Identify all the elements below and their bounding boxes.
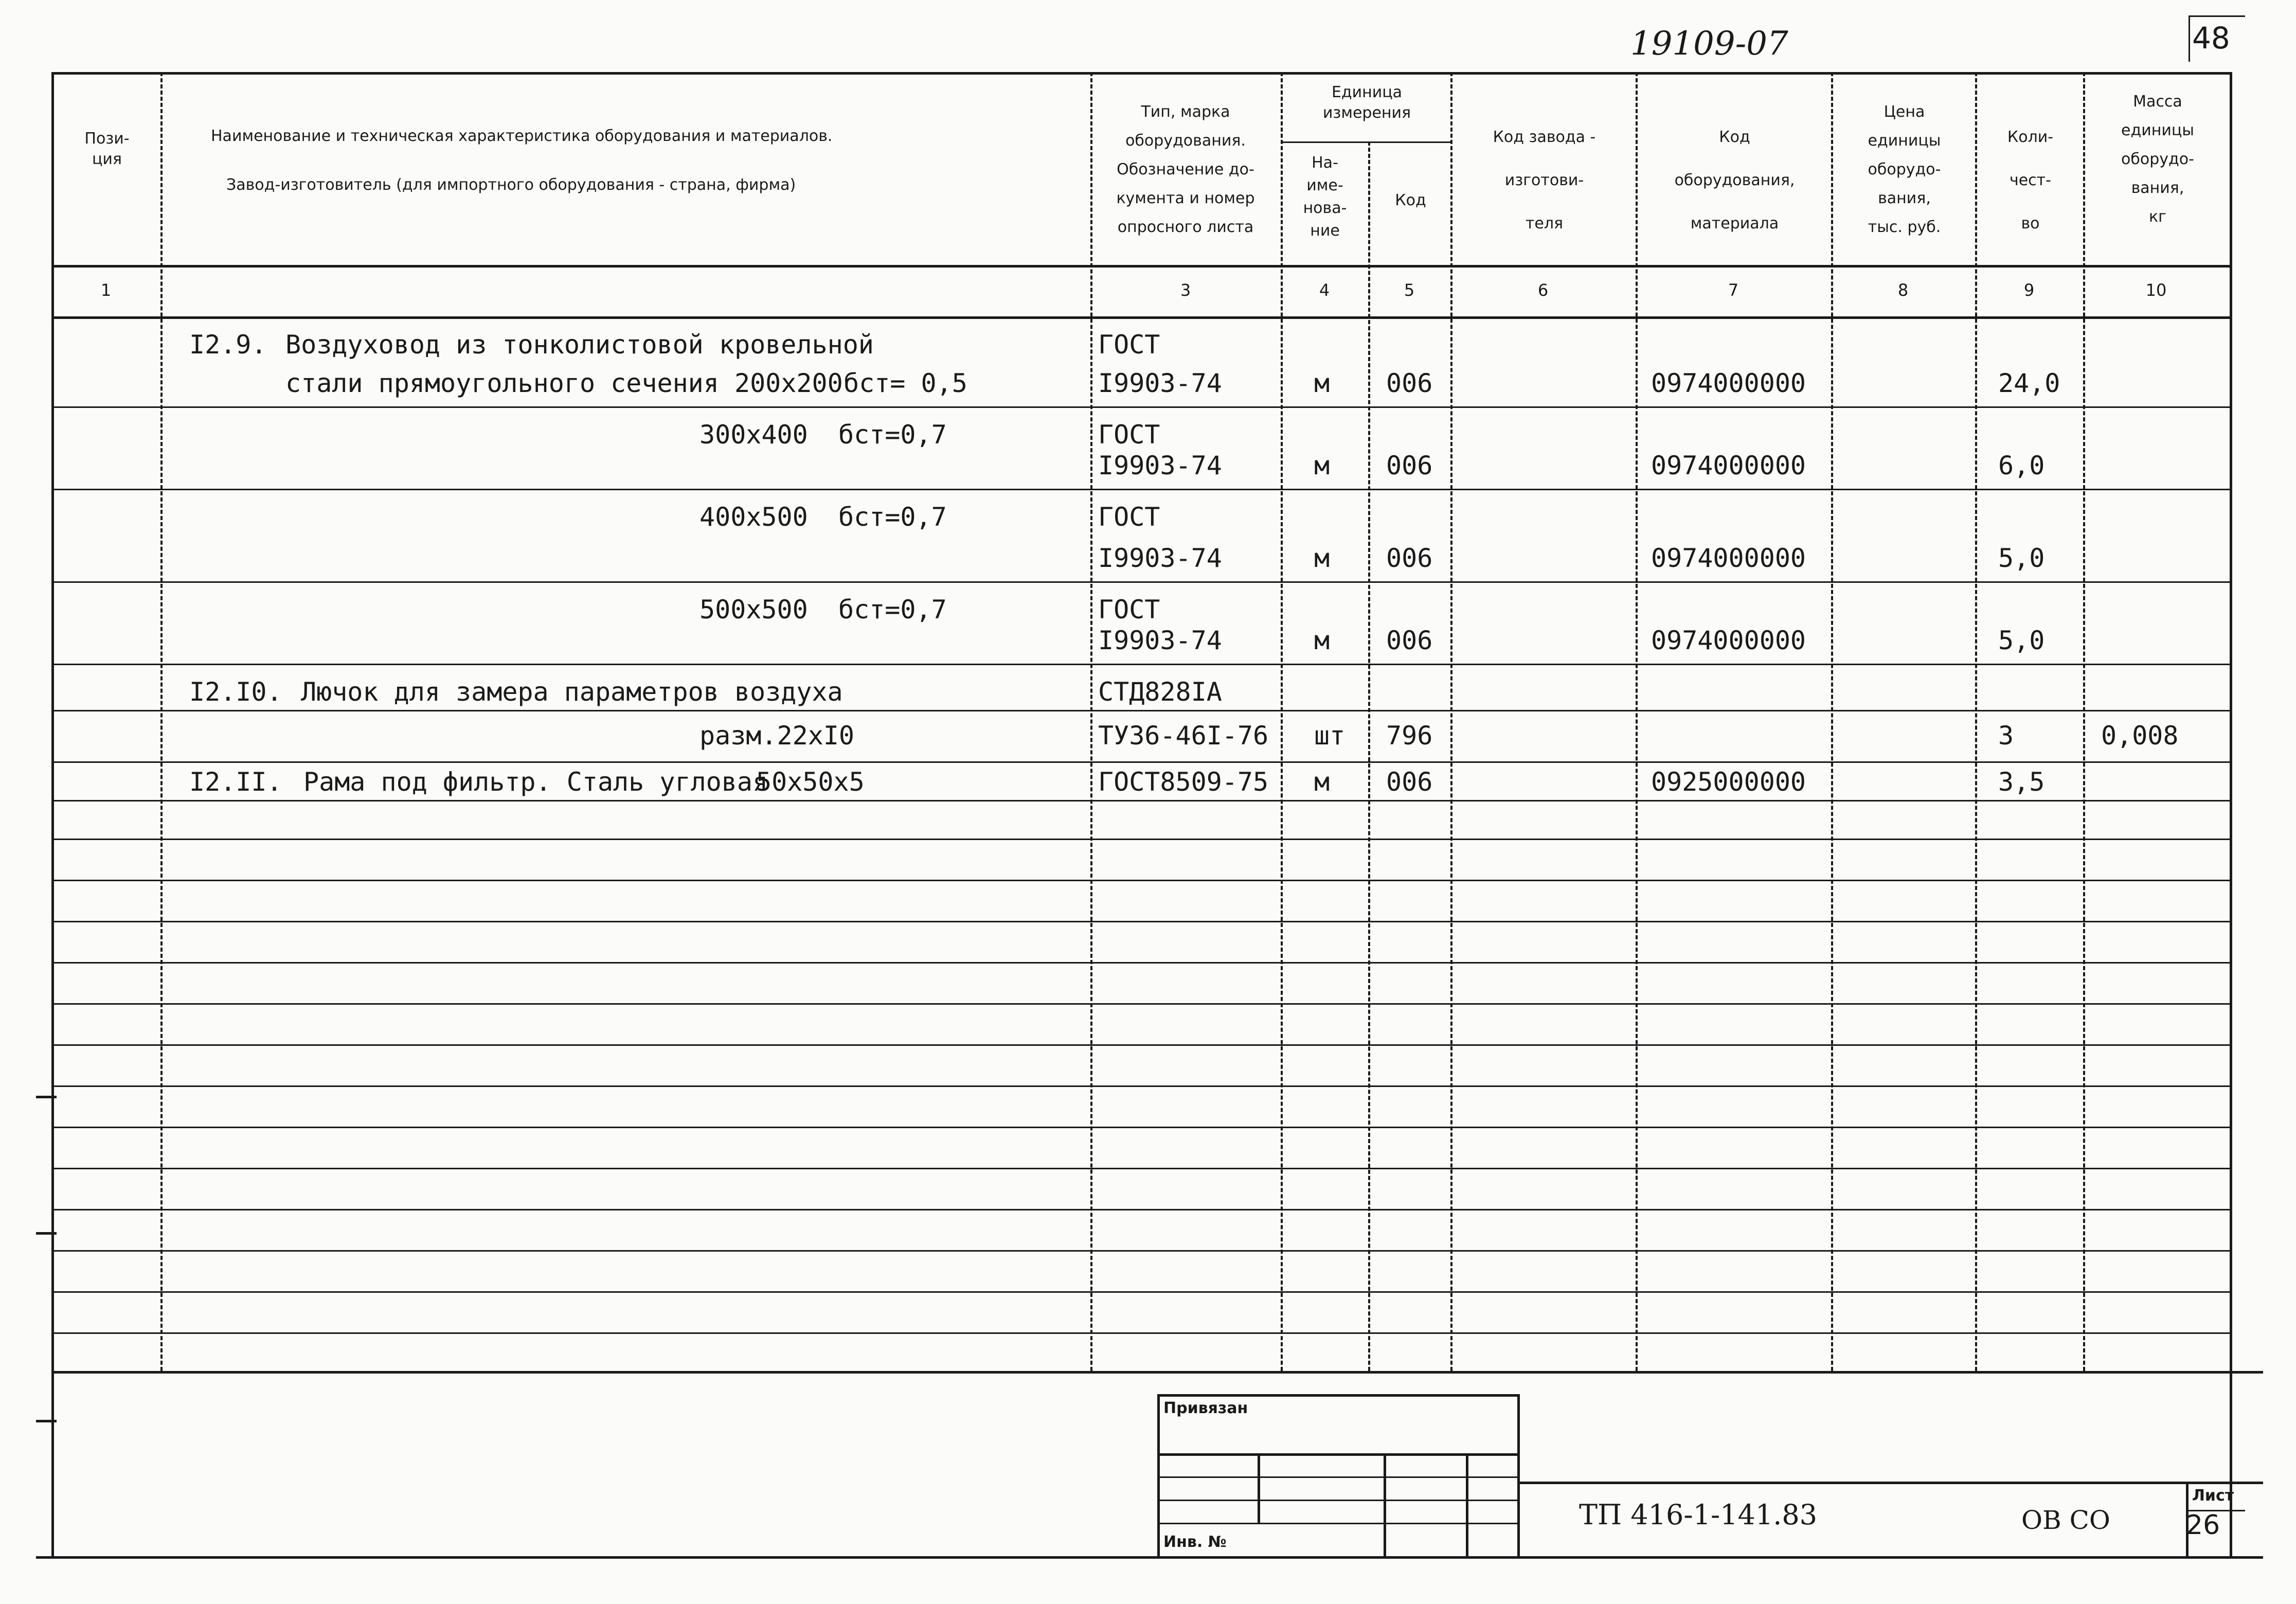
row-line bbox=[51, 1003, 2232, 1005]
header-units-group: Единица измерения bbox=[1322, 83, 1411, 122]
row-type: ГОСТ bbox=[1098, 502, 1160, 532]
header-mass: Масса единицы оборудо- вания, кг bbox=[2121, 93, 2194, 226]
column-number: 9 bbox=[2023, 280, 2035, 300]
table-bottom-line bbox=[51, 1371, 2263, 1374]
row-name-detail: бст=0,7 bbox=[838, 595, 947, 625]
row-name-detail: бст= 0,5 bbox=[844, 368, 967, 398]
row-line bbox=[51, 710, 2232, 711]
row-name: стали прямоугольного сечения 200х200 bbox=[285, 368, 843, 398]
row-quantity: 3 bbox=[1998, 721, 2014, 751]
row-name-detail: 50х50х5 bbox=[756, 767, 865, 797]
header-type: Тип, марка оборудования. Обозначение до- кумента и номер опросного листа bbox=[1116, 103, 1255, 236]
col-divider-2 bbox=[1090, 72, 1092, 1371]
row-name: 300х400 bbox=[699, 420, 808, 450]
row-unit-code: 006 bbox=[1386, 368, 1433, 398]
stamp-line bbox=[1466, 1453, 1468, 1556]
header-manufacturer-code: Код завода - изготови- теля bbox=[1493, 128, 1596, 233]
row-material-code: 0974000000 bbox=[1651, 451, 1806, 480]
row-name-detail: бст=0,7 bbox=[838, 420, 947, 450]
row-unit: шт bbox=[1314, 721, 1346, 751]
col-divider-3 bbox=[1281, 72, 1283, 1371]
row-line bbox=[51, 1127, 2232, 1128]
row-name: 400х500 bbox=[699, 502, 808, 532]
stamp-line bbox=[1157, 1500, 1517, 1501]
stamp-line bbox=[1517, 1394, 1520, 1558]
numbers-row-bottom-line bbox=[51, 316, 2232, 319]
row-line bbox=[51, 1168, 2232, 1169]
column-number: 1 bbox=[100, 280, 112, 300]
header-unit-code: Код bbox=[1395, 191, 1426, 209]
row-material-code: 0974000000 bbox=[1651, 543, 1806, 573]
row-unit: м bbox=[1314, 543, 1330, 573]
table-top-border bbox=[51, 72, 2232, 75]
row-name: Рама под фильтр. Сталь угловая bbox=[303, 767, 768, 797]
row-type: ГОСТ bbox=[1098, 330, 1160, 360]
row-line bbox=[51, 1291, 2232, 1293]
corner-doc-number: 19109-07 bbox=[1630, 25, 1788, 63]
row-material-code: 0974000000 bbox=[1651, 368, 1806, 398]
margin-tick bbox=[36, 1232, 57, 1235]
row-type: ТУ36-46I-76 bbox=[1098, 721, 1269, 751]
col-divider-5 bbox=[1450, 72, 1452, 1371]
row-unit: м bbox=[1314, 368, 1330, 398]
header-price: Цена единицы оборудо- вания, тыс. руб. bbox=[1868, 103, 1941, 236]
row-unit: м bbox=[1314, 767, 1330, 797]
column-number: 4 bbox=[1319, 280, 1330, 300]
row-line bbox=[51, 1209, 2232, 1210]
col-divider-7 bbox=[1831, 72, 1833, 1371]
header-name-line2: Завод-изготовитель (для импортного оборудования - страна, фирма) bbox=[226, 176, 796, 194]
row-quantity: 3,5 bbox=[1998, 767, 2045, 797]
row-type: СТД828IA bbox=[1098, 677, 1222, 707]
row-position: I2.II. bbox=[189, 767, 282, 797]
row-unit-code: 796 bbox=[1386, 721, 1433, 751]
row-type: ГОСТ8509-75 bbox=[1098, 767, 1269, 797]
row-quantity: 5,0 bbox=[1998, 543, 2045, 573]
margin-tick bbox=[36, 1420, 57, 1422]
row-line bbox=[51, 581, 2232, 583]
row-material-code: 0925000000 bbox=[1651, 767, 1806, 797]
row-mass: 0,008 bbox=[2101, 721, 2179, 751]
row-unit-code: 006 bbox=[1386, 767, 1433, 797]
row-name: Воздуховод из тонколистовой кровельной bbox=[285, 330, 874, 360]
row-type: I9903-74 bbox=[1098, 543, 1222, 573]
header-name-line1: Наименование и техническая характеристика оборудования и материалов. bbox=[211, 127, 833, 145]
row-quantity: 5,0 bbox=[1998, 626, 2045, 655]
col-divider-1 bbox=[160, 72, 163, 1371]
row-unit: м bbox=[1314, 626, 1330, 655]
row-material-code: 0974000000 bbox=[1651, 626, 1806, 655]
row-line bbox=[51, 664, 2232, 665]
right-border bbox=[2230, 72, 2232, 1559]
stamp-inv-label: Инв. № bbox=[1163, 1533, 1227, 1551]
row-type: I9903-74 bbox=[1098, 626, 1222, 655]
left-border bbox=[51, 72, 54, 1559]
row-position: I2.I0. bbox=[189, 677, 282, 707]
row-line bbox=[51, 800, 2232, 801]
stamp-section: ОВ СО bbox=[2021, 1505, 2110, 1535]
header-bottom-line bbox=[51, 265, 2232, 268]
stamp-doc-code: ТП 416-1-141.83 bbox=[1579, 1499, 1818, 1531]
row-quantity: 6,0 bbox=[1998, 451, 2045, 480]
stamp-line bbox=[1157, 1523, 1517, 1524]
row-name-detail: бст=0,7 bbox=[838, 502, 947, 532]
header-quantity: Коли- чест- во bbox=[2007, 128, 2054, 233]
header-unit-name: На- име- нова- ние bbox=[1303, 154, 1347, 240]
row-unit-code: 006 bbox=[1386, 451, 1433, 480]
column-number: 7 bbox=[1728, 280, 1739, 300]
corner-page-number: 48 bbox=[2192, 21, 2230, 56]
row-line bbox=[51, 406, 2232, 408]
row-name: 500х500 bbox=[699, 595, 808, 625]
units-group-line bbox=[1281, 141, 1450, 143]
row-unit-code: 006 bbox=[1386, 543, 1433, 573]
row-unit: м bbox=[1314, 451, 1330, 480]
header-material-code: Код оборудования, материала bbox=[1674, 128, 1795, 233]
stamp-line bbox=[1157, 1453, 1517, 1456]
row-type: I9903-74 bbox=[1098, 368, 1222, 398]
stamp-line bbox=[1517, 1482, 2263, 1484]
row-type: ГОСТ bbox=[1098, 420, 1160, 450]
stamp-line bbox=[1157, 1394, 1160, 1558]
stamp-line bbox=[1384, 1453, 1386, 1556]
margin-tick bbox=[36, 1556, 57, 1559]
stamp-sheet-number: 26 bbox=[2186, 1510, 2220, 1541]
corner-mark-top bbox=[2189, 15, 2245, 17]
stamp-line bbox=[1157, 1476, 1517, 1478]
column-number: 3 bbox=[1180, 280, 1191, 300]
column-number: 5 bbox=[1404, 280, 1415, 300]
stamp-line bbox=[1157, 1394, 1517, 1397]
column-number: 6 bbox=[1537, 280, 1549, 300]
row-line bbox=[51, 1332, 2232, 1334]
row-line bbox=[51, 761, 2232, 763]
header-position: Пози- ция bbox=[84, 130, 130, 168]
row-line bbox=[51, 1044, 2232, 1046]
column-number: 8 bbox=[1897, 280, 1909, 300]
stamp-bound-label: Привязан bbox=[1163, 1399, 1248, 1417]
row-name: разм.22хI0 bbox=[699, 721, 855, 751]
margin-tick bbox=[36, 1096, 57, 1098]
row-quantity: 24,0 bbox=[1998, 368, 2060, 398]
row-line bbox=[51, 962, 2232, 964]
row-type: I9903-74 bbox=[1098, 451, 1222, 480]
stamp-sheet-label: Лист bbox=[2192, 1487, 2234, 1505]
row-line bbox=[51, 1250, 2232, 1252]
row-line bbox=[51, 1085, 2232, 1087]
row-position: I2.9. bbox=[189, 330, 267, 360]
col-divider-4 bbox=[1368, 141, 1370, 1371]
col-divider-8 bbox=[1975, 72, 1977, 1371]
corner-mark-left bbox=[2189, 15, 2190, 62]
column-number: 10 bbox=[2145, 280, 2167, 300]
row-line bbox=[51, 839, 2232, 840]
row-line bbox=[51, 489, 2232, 490]
stamp-line bbox=[1258, 1453, 1260, 1523]
row-type: ГОСТ bbox=[1098, 595, 1160, 625]
row-unit-code: 006 bbox=[1386, 626, 1433, 655]
row-line bbox=[51, 921, 2232, 922]
row-name: Лючок для замера параметров воздуха bbox=[301, 677, 843, 707]
col-divider-6 bbox=[1636, 72, 1638, 1371]
col-divider-9 bbox=[2083, 72, 2085, 1371]
row-line bbox=[51, 880, 2232, 881]
